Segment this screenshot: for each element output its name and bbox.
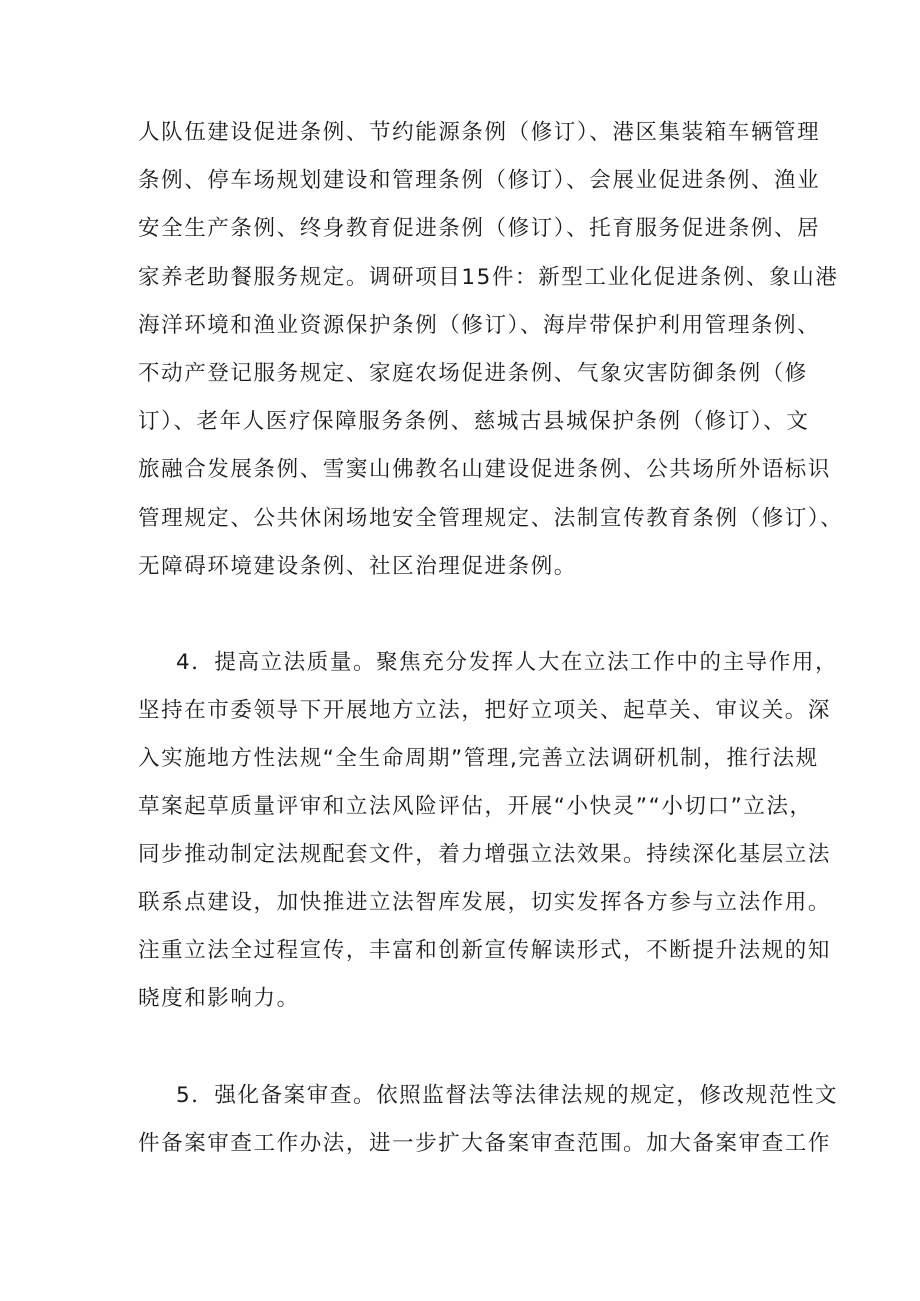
paragraph-2-line-3: 入实施地方性法规“全生命周期”管理,完善立法调研机制，推行法规 [138,746,819,771]
paragraph-1-line-9: 管理规定、公共休闲场地安全管理规定、法制宣传教育条例（修订）、 [138,506,844,531]
paragraph-1-line-7: 订）、老年人医疗保障服务条例、慈城古县城保护条例（修订）、文 [138,409,810,434]
paragraph-1-line-2: 条例、停车场规划建设和管理条例（修订）、会展业促进条例、渔业 [138,168,821,193]
paragraph-1-line-8: 旅融合发展条例、雪窦山佛教名山建设促进条例、公共场所外语标识 [138,457,832,482]
paragraph-2-line-6: 联系点建设，加快推进立法智库发展，切实发挥各方参与立法作用。 [138,890,832,915]
paragraph-2-line-4: 草案起草质量评审和立法风险评估，开展“小快灵”“小切口”立法， [138,794,813,819]
paragraph-3-line-2: 件备案审查工作办法，进一步扩大备案审查范围。加大备案审查工作 [138,1131,832,1156]
paragraph-2-line-8: 晓度和影响力。 [138,986,300,1011]
paragraph-2-line-5: 同步推动制定法规配套文件，着力增强立法效果。持续深化基层立法 [138,842,832,867]
paragraph-1-line-6: 不动产登记服务规定、家庭农场促进条例、气象灾害防御条例（修 [138,361,808,386]
paragraph-2-line-7: 注重立法全过程宣传，丰富和创新宣传解读形式，不断提升法规的知 [138,938,832,963]
paragraph-1-line-4: 家养老助餐服务规定。调研项目15件：新型工业化促进条例、象山港 [138,265,839,290]
paragraph-1-line-1: 人队伍建设促进条例、节约能源条例（修订）、港区集装箱车辆管理 [138,120,821,145]
paragraph-1-line-10: 无障碍环境建设条例、社区治理促进条例。 [138,554,577,579]
paragraph-1-line-3: 安全生产条例、终身教育促进条例（修订）、托育服务促进条例、居 [138,216,821,241]
paragraph-3-line-1: 5．强化备案审查。依照监督法等法律法规的规定，修改规范性文 [176,1083,839,1108]
paragraph-1-line-5: 海洋环境和渔业资源保护条例（修订）、海岸带保护利用管理条例、 [138,313,821,338]
paragraph-2-line-2: 坚持在市委领导下开展地方立法，把好立项关、起草关、审议关。深 [138,698,832,723]
paragraph-2-line-1: 4．提高立法质量。聚焦充分发挥人大在立法工作中的主导作用， [176,650,839,675]
